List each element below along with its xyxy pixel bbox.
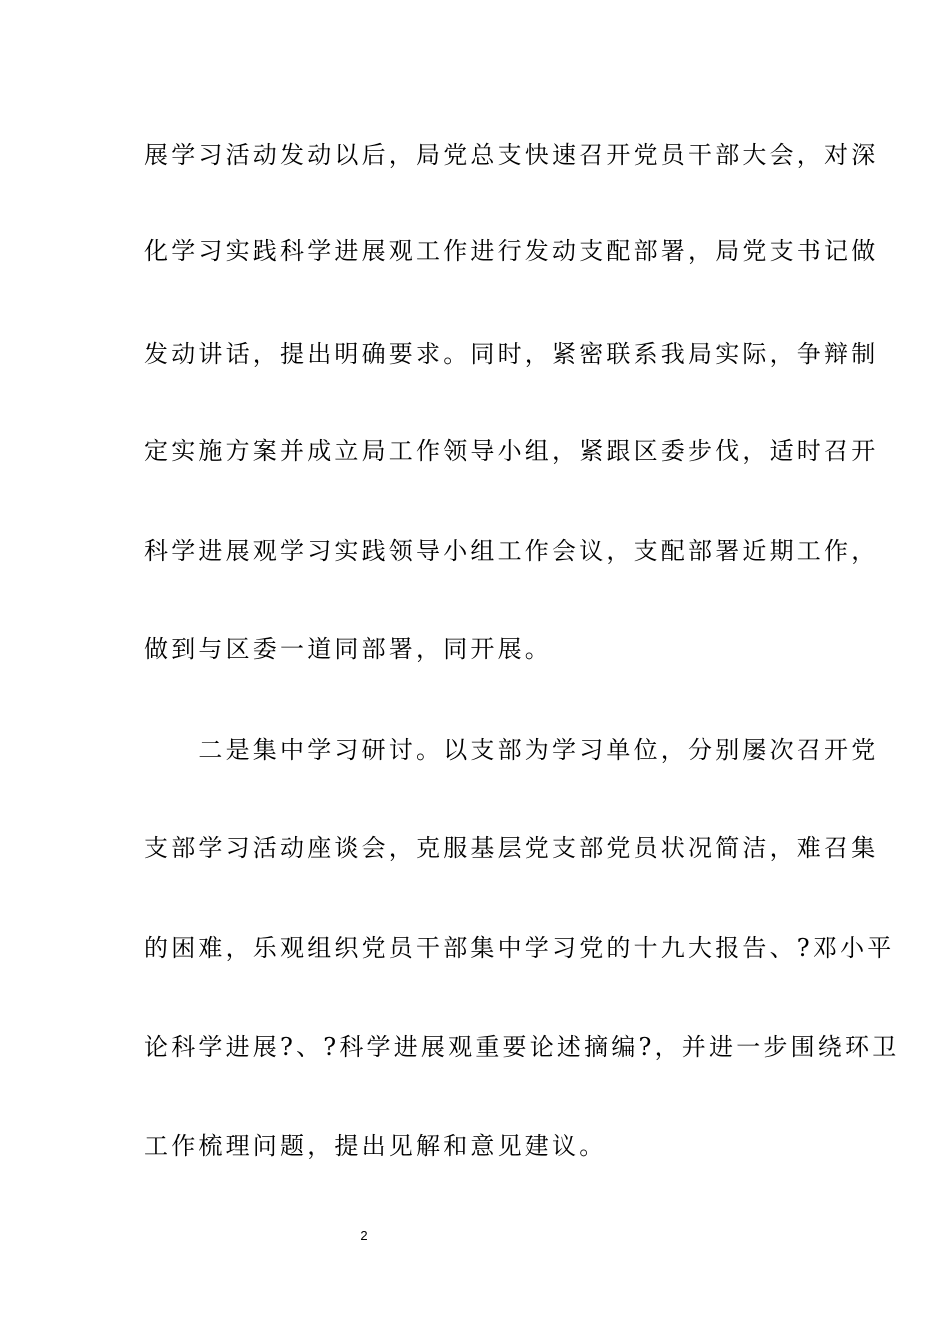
text-line-9: 的困难，乐观组织党员干部集中学习党的十九大报告、?邓小平 bbox=[144, 934, 895, 962]
text-line-4: 定实施方案并成立局工作领导小组，紧跟区委步伐，适时召开 bbox=[144, 437, 879, 465]
page-number: 2 bbox=[360, 1228, 368, 1243]
text-line-7: 二是集中学习研讨。以支部为学习单位，分别屡次召开党 bbox=[144, 736, 879, 764]
text-line-2: 化学习实践科学进展观工作进行发动支配部署，局党支书记做 bbox=[144, 237, 879, 265]
text-line-10: 论科学进展?、?科学进展观重要论述摘编?，并进一步围绕环卫 bbox=[144, 1033, 900, 1061]
text-line-1: 展学习活动发动以后，局党总支快速召开党员干部大会，对深 bbox=[144, 141, 879, 169]
text-line-3: 发动讲话，提出明确要求。同时，紧密联系我局实际，争辩制 bbox=[144, 340, 879, 368]
text-line-8: 支部学习活动座谈会，克服基层党支部党员状况简洁，难召集 bbox=[144, 834, 879, 862]
text-line-5: 科学进展观学习实践领导小组工作会议，支配部署近期工作， bbox=[144, 537, 879, 565]
text-line-11: 工作梳理问题，提出见解和意见建议。 bbox=[144, 1132, 607, 1160]
text-line-6: 做到与区委一道同部署，同开展。 bbox=[144, 635, 552, 663]
